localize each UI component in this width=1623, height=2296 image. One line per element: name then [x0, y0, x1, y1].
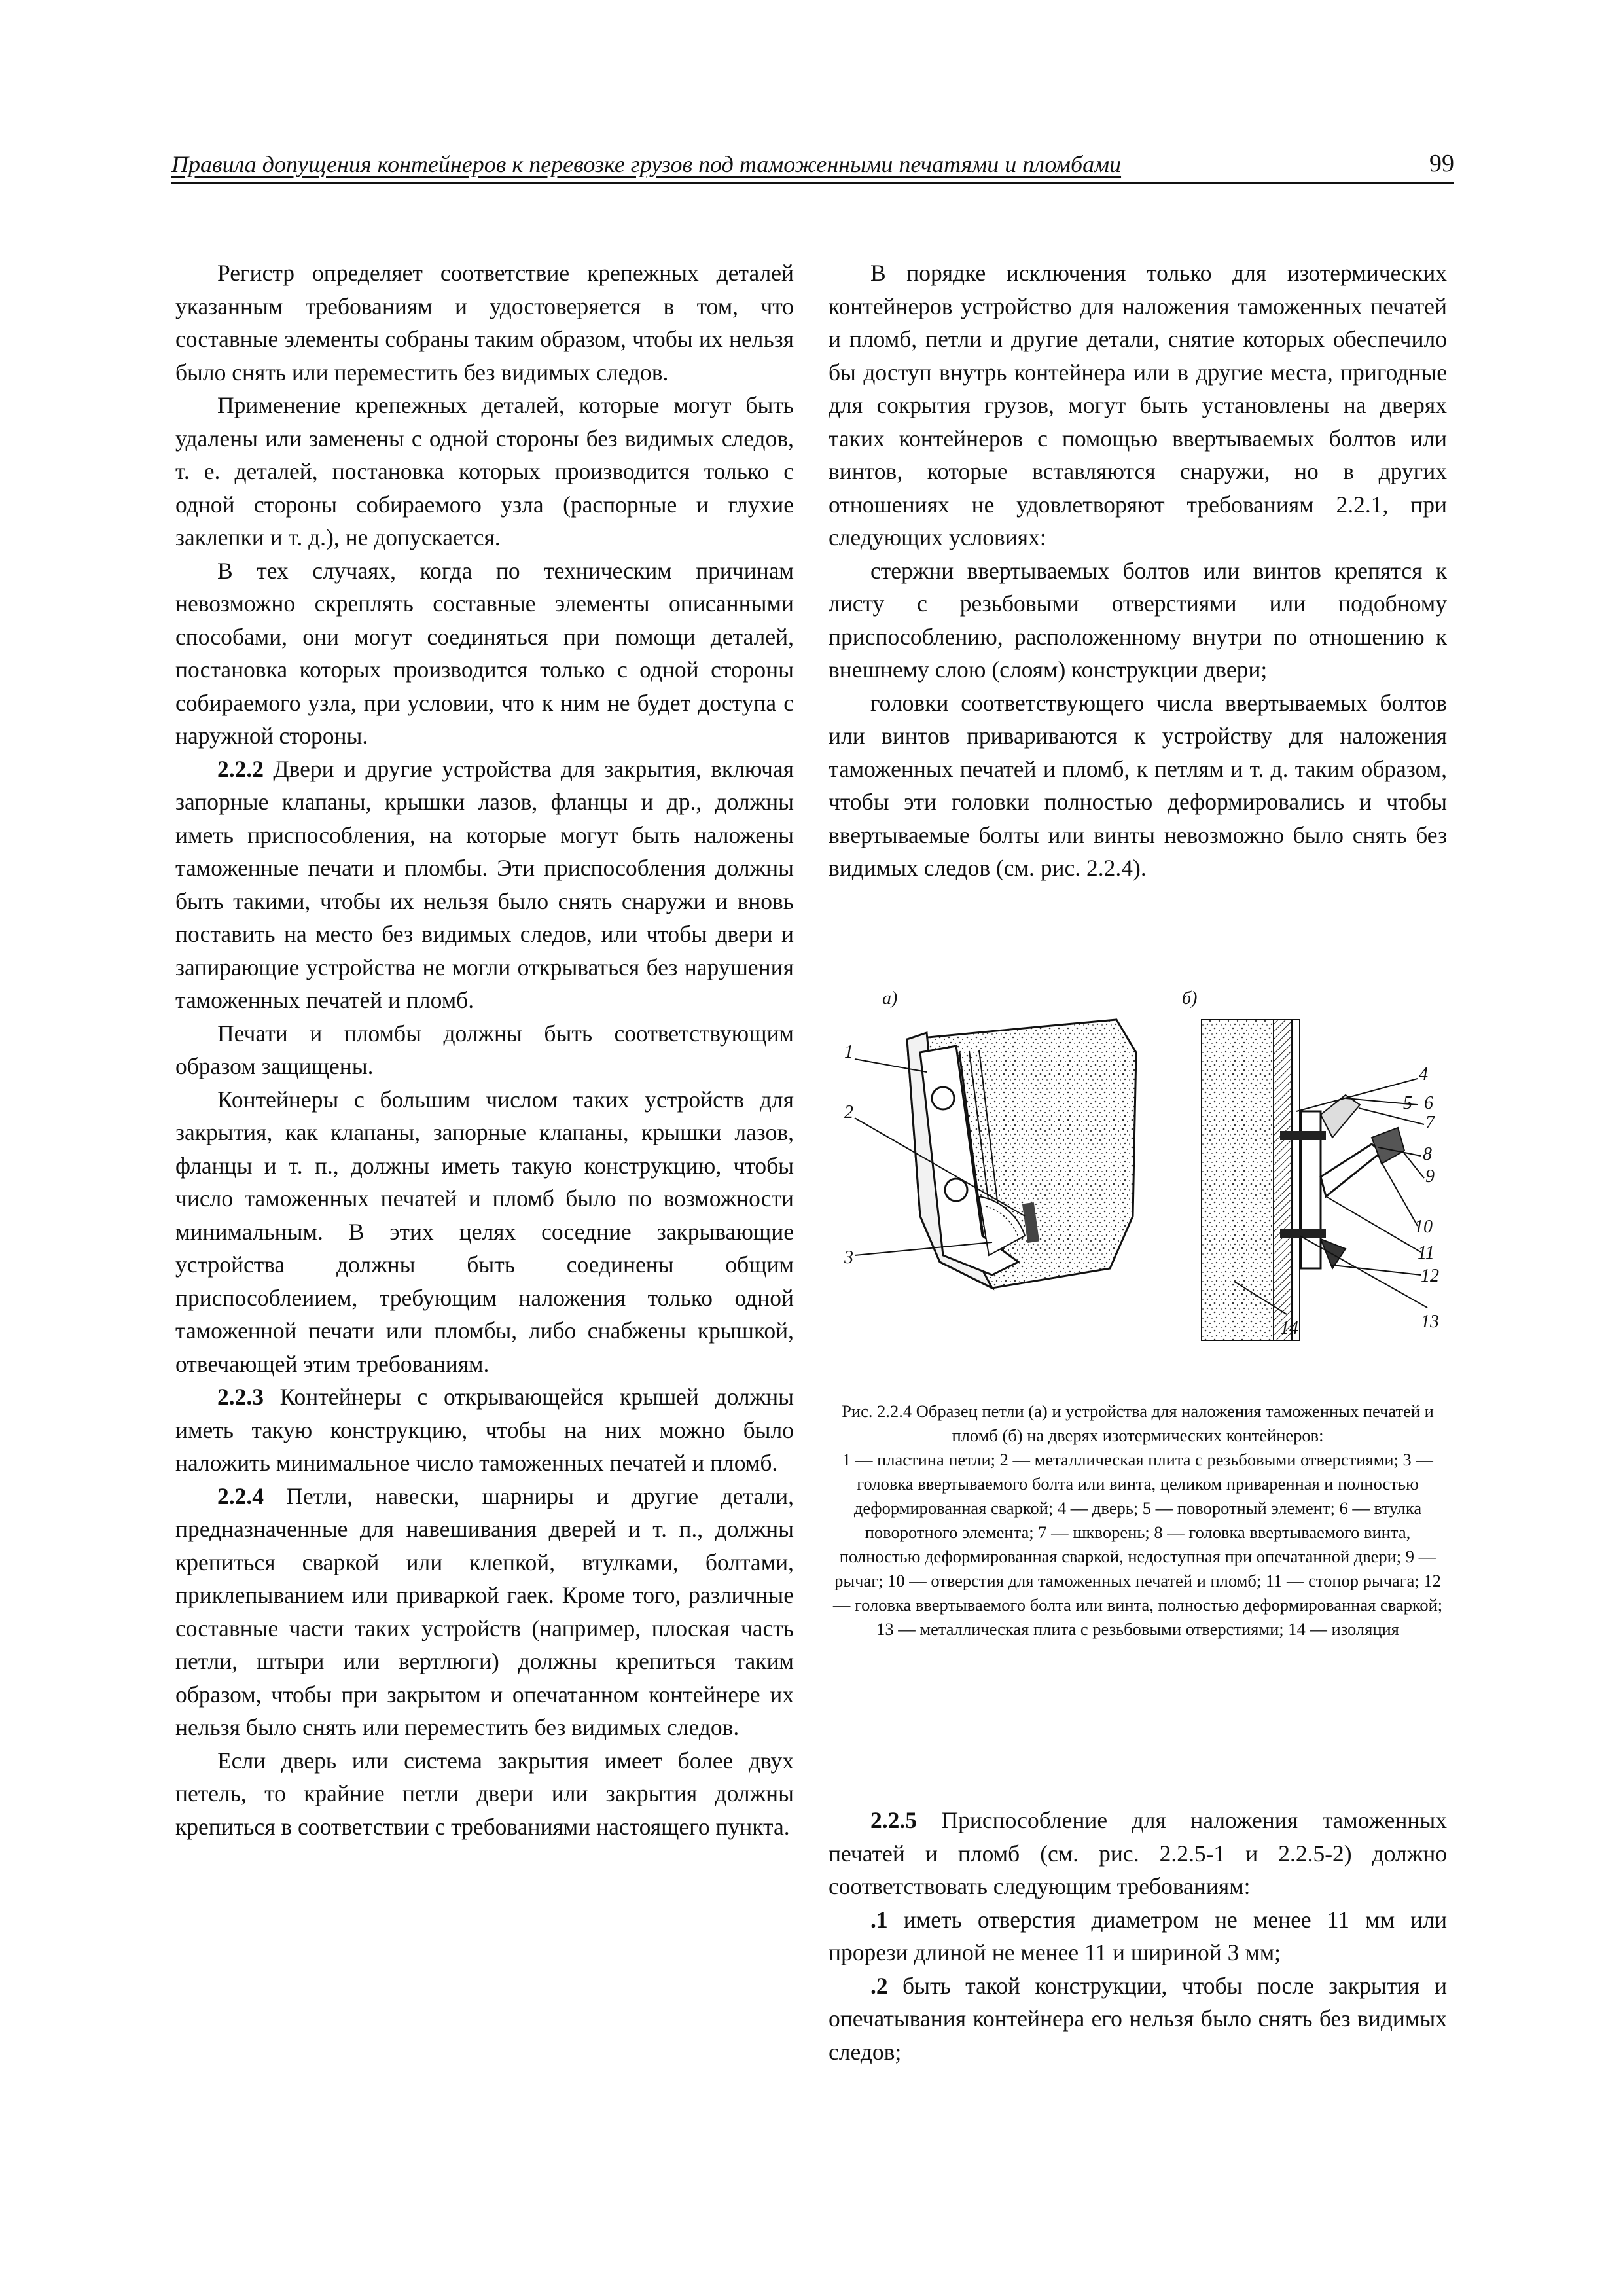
section-number: 2.2.4	[217, 1482, 264, 1509]
running-title: Правила допущения контейнеров к перевозке грузов под таможенными печатями и пломбами	[171, 151, 1122, 177]
paragraph: Регистр определяет соответствие крепежных деталей указанным требованиям и удостоверяется в том, что составные элементы собраны таким образом, чтобы их нельзя было снять или переместить без видимых следов.	[175, 260, 794, 386]
figure-caption	[829, 1399, 1447, 1641]
paragraph: Применение крепежных деталей, которые могут быть удалены или заменены с одной стороны без видимых следов, т. е. деталей, постановка которых производится только с одной стороны собираемого узла (распорные и глухие заклепки и т. д.), не допускается.	[175, 392, 794, 550]
paragraph: 2.2.3 Контейнеры с открывающейся крышей должны иметь такую конструкцию, чтобы на них можно было наложить минимальное число таможенных печатей и пломб.	[175, 1384, 794, 1476]
callout-12: 12	[1421, 1266, 1439, 1286]
paragraph: Контейнеры с большим числом таких устройств для закрытия, как клапаны, запорные клапаны, крышки лазов, фланцы и т. п., должны иметь такую конструкцию, чтобы число таможенных печатей и пломб было по возможности минимальным. В этих целях соседние закрывающие устройства должны быть соединены общим приспособлеиием, требующим наложения только одной таможенной печати или пломбы, либо снабжены крышкой, отвечающей этим требованиям.	[175, 1086, 794, 1377]
item-number: .2	[870, 1972, 888, 1999]
hinge-illustration	[829, 980, 1447, 1399]
callout-11: 11	[1418, 1243, 1435, 1263]
callout-6: 6	[1424, 1093, 1433, 1113]
callout-4: 4	[1419, 1064, 1428, 1085]
figure-label-a: а)	[882, 988, 898, 1009]
paragraph: Печати и пломбы должны быть соответствующим образом защищены.	[175, 1020, 794, 1079]
figure-2-2-4	[829, 980, 1447, 1399]
item-number: .1	[870, 1906, 888, 1933]
left-column	[175, 257, 794, 1843]
part-a-drawing	[855, 1020, 1136, 1288]
figure-label-b: б)	[1182, 988, 1198, 1009]
callout-3: 3	[844, 1247, 853, 1268]
right-column-bottom	[829, 1804, 1447, 2068]
page-number: 99	[1429, 150, 1454, 177]
right-column-top	[829, 257, 1447, 885]
part-b-drawing	[1202, 1020, 1427, 1340]
paragraph: 2.2.2 Двери и другие устройства для закрытия, включая запорные клапаны, крышки лазов, фланцы и др., должны иметь приспособления, на которые могут быть наложены таможенные печати и пломбы. Эти приспособления должны быть такими, чтобы их нельзя было снять снаружи и вновь поставить на место без видимых следов, или чтобы двери и запирающие устройства не могли открываться без нарушения таможенных печатей и пломб.	[175, 755, 794, 1013]
callout-7: 7	[1425, 1113, 1435, 1133]
paragraph: головки соответствующего числа ввертываемых болтов или винтов привариваются к устройству для наложения таможенных печатей и пломб, к петлям и т. д. таким образом, чтобы эти головки полностью деформировались и чтобы ввертываемые болты или винты невозможно было снять без видимых следов (см. рис. 2.2.4).	[829, 689, 1447, 881]
paragraph: 2.2.5 Приспособление для наложения таможенных печатей и пломб (см. рис. 2.2.5-1 и 2.2.5-2) должно соответствовать следующим требованиям:	[829, 1807, 1447, 1899]
paragraph: .2 быть такой конструкции, чтобы после закрытия и опечатывания контейнера его нельзя было снять без видимых следов;	[829, 1972, 1447, 2065]
paragraph: .1 иметь отверстия диаметром не менее 11 мм или прорези длиной не менее 11 и шириной 3 мм;	[829, 1906, 1447, 1965]
page-header	[171, 148, 1454, 184]
caption-legend: 1 — пластина петли; 2 — металлическая плита с резьбовыми отверстиями; 3 — головка ввертываемого болта или винта, целиком приваренная и полностью деформированная сваркой; 4 — дверь; 5 — поворотный элемент; 6 — втулка поворотного элемента; 7 — шкворень; 8 — головка ввертываемого винта, полностью деформированная сваркой, недоступная при опечатанной двери; 9 — рычаг; 10 — отверстия для таможенных печатей и пломб; 11 — стопор рычага; 12 — головка ввертываемого болта или винта, полностью деформированная сваркой; 13 — металлическая плита с резьбовыми отверстиями; 14 — изоляция	[832, 1450, 1443, 1639]
section-number: 2.2.3	[217, 1384, 264, 1410]
paragraph: Если дверь или система закрытия имеет более двух петель, то крайние петли двери или закрытия должны крепиться в соответствии с требованиями настоящего пункта.	[175, 1747, 794, 1840]
callout-8: 8	[1423, 1144, 1432, 1164]
paragraph: В порядке исключения только для изотермических контейнеров устройство для наложения таможенных печатей и пломб, петли и другие детали, снятие которых обеспечило бы доступ внутрь контейнера или в другие места, пригодные для сокрытия грузов, могут быть установлены на дверях таких контейнеров с помощью ввертываемых болтов или винтов, которые вставляются снаружи, но в других отношениях не удовлетворяют требованиям 2.2.1, при следующих условиях:	[829, 260, 1447, 550]
callout-13: 13	[1421, 1312, 1439, 1332]
paragraph: 2.2.4 Петли, навески, шарниры и другие детали, предназначенные для навешивания дверей и т. п., должны крепиться сваркой или клепкой, втулками, болтами, приклепыванием или приваркой гаек. Кроме того, различные составные части таких устройств (например, плоская часть петли, штыри или вертлюги) должны крепиться таким образом, чтобы при закрытом и опечатанном контейнере их нельзя было снять или переместить без видимых следов.	[175, 1482, 794, 1740]
callout-5: 5	[1403, 1093, 1412, 1113]
section-number: 2.2.2	[217, 755, 264, 782]
callout-9: 9	[1425, 1166, 1435, 1187]
callout-1: 1	[844, 1042, 853, 1062]
callout-10: 10	[1414, 1217, 1433, 1237]
paragraph: стержни ввертываемых болтов или винтов крепятся к листу с резьбовыми отверстиями или подобному приспособлению, расположенному внутри по отношению к внешнему слою (слоям) конструкции двери;	[829, 557, 1447, 683]
section-number: 2.2.5	[870, 1807, 917, 1833]
callout-14: 14	[1280, 1318, 1298, 1338]
callout-2: 2	[844, 1102, 853, 1122]
paragraph: В тех случаях, когда по техническим причинам невозможно скреплять составные элементы описанными способами, они могут соединяться при помощи деталей, постановка которых производится только с одной стороны собираемого узла, при условии, что к ним не будет доступа с наружной стороны.	[175, 557, 794, 749]
caption-title: Рис. 2.2.4 Образец петли (а) и устройства для наложения таможенных печатей и пломб (б) на дверях изотермических контейнеров:	[842, 1401, 1434, 1445]
